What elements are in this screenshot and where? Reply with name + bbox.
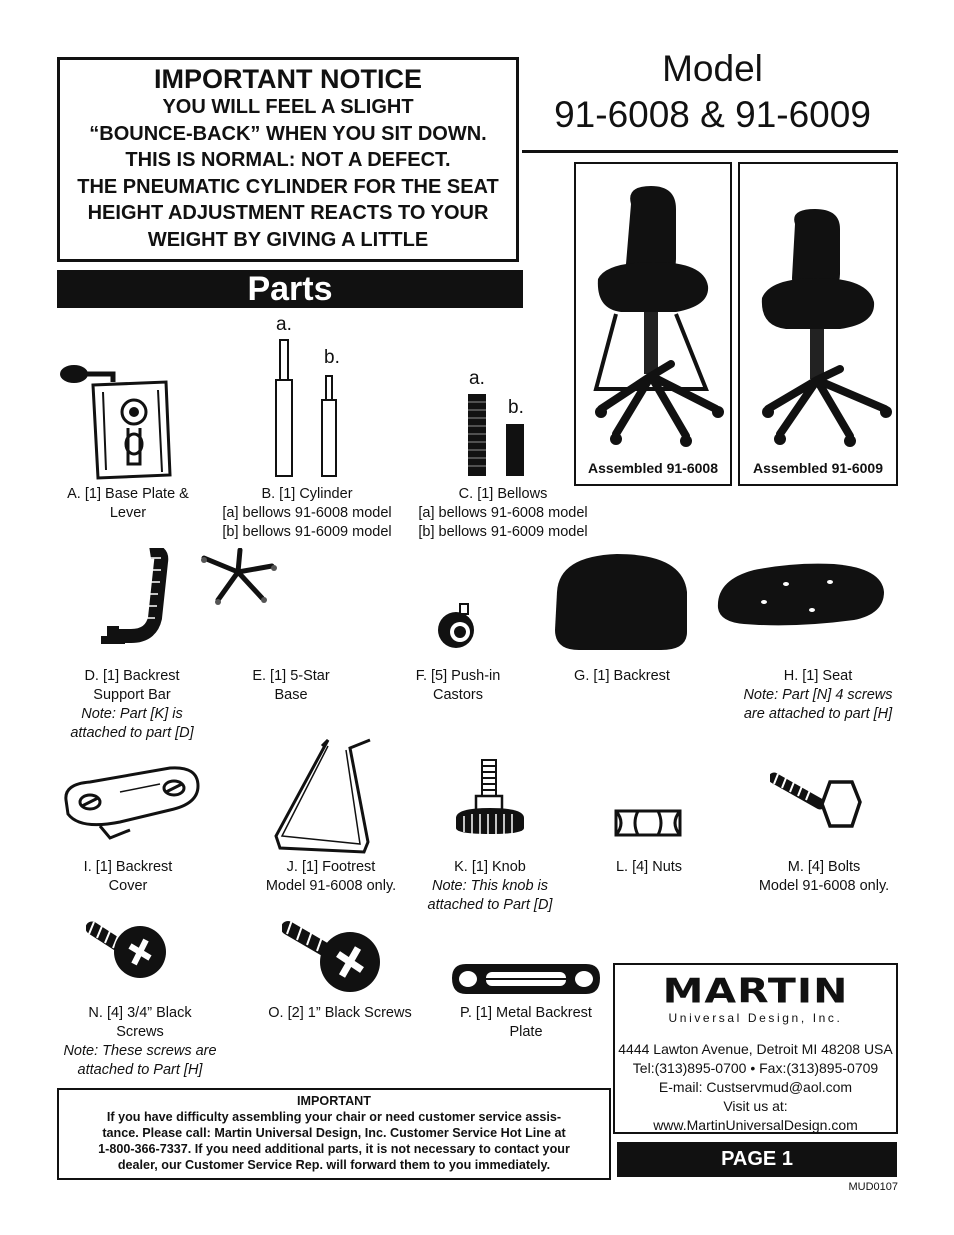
company-website-link[interactable]: www.MartinUniversalDesign.com xyxy=(653,1117,858,1133)
logo-subtitle: Universal Design, Inc. xyxy=(668,1011,843,1025)
company-address: 4444 Lawton Avenue, Detroit MI 48208 USA xyxy=(618,1041,893,1057)
important-title: IMPORTANT xyxy=(297,1094,371,1108)
part-a-label: A. [1] Base Plate & Lever xyxy=(67,486,189,521)
part-c-label: C. [1] Bellows [a] bellows 91-6008 model [b] bellows 91-6009 model xyxy=(418,486,588,540)
part-e-label: E. [1] 5-Star Base xyxy=(252,668,330,703)
part-l-label: L. [4] Nuts xyxy=(615,859,683,875)
assembled-photo-6008 xyxy=(574,162,732,486)
backrest-illustration xyxy=(551,552,691,652)
document-id: MUD0107 xyxy=(848,1181,898,1193)
notice-line: WEIGHT BY GIVING A LITTLE xyxy=(147,228,429,251)
visit-text: Visit us at: xyxy=(723,1098,788,1114)
backrest-support-bar-illustration xyxy=(95,548,175,648)
knob-illustration xyxy=(452,758,528,836)
seat-illustration xyxy=(714,562,886,626)
chair-6009-illustration xyxy=(740,164,896,464)
company-email: E-mail: Custservmud@aol.com xyxy=(658,1079,853,1095)
cylinder-a-letter: a. xyxy=(276,314,292,335)
customer-service-notice: IMPORTANT If you have difficulty assembling your chair or need customer service assis- tance. Please call: Martin Universal Design, Inc. Customer Service Hot Line at 1-800-366-7337. If you need additional parts, it is not necessary to contact your dealer, our Customer Service Rep. will forward them to you immediately. xyxy=(57,1088,611,1180)
cylinder-illustration xyxy=(268,336,348,481)
five-star-base-illustration xyxy=(200,548,278,606)
bellows-illustration xyxy=(464,390,528,480)
cylinder-b-letter: b. xyxy=(324,347,340,368)
part-p-label: P. [1] Metal Backrest Plate xyxy=(460,1005,592,1040)
part-f-label: F. [5] Push-in Castors xyxy=(415,668,501,703)
base-plate-lever-illustration xyxy=(58,360,178,482)
photo-caption: Assembled 91-6008 xyxy=(588,460,718,476)
push-in-castor-illustration xyxy=(436,602,478,650)
model-numbers: 91-6008 & 91-6009 xyxy=(554,94,871,135)
martin-logo: MARTIN xyxy=(662,971,849,1011)
model-divider xyxy=(522,150,898,153)
notice-line: HEIGHT ADJUSTMENT REACTS TO YOUR xyxy=(87,202,489,224)
bolt-illustration xyxy=(770,770,862,834)
notice-title: IMPORTANT NOTICE xyxy=(154,64,422,94)
part-j-label: J. [1] Footrest Model 91-6008 only. xyxy=(265,859,397,894)
model-label: Model xyxy=(662,48,763,89)
notice-line: YOU WILL FEEL A SLIGHT xyxy=(162,96,414,118)
bellows-b-letter: b. xyxy=(508,397,524,418)
company-contact-box xyxy=(613,963,898,1134)
part-n-label: N. [4] 3/4” Black Screws Note: These screws are attached to Part [H] xyxy=(63,1005,217,1078)
assembled-photo-6009 xyxy=(738,162,898,486)
notice-line: THE PNEUMATIC CYLINDER FOR THE SEAT xyxy=(77,175,499,198)
footrest-illustration xyxy=(268,736,378,856)
metal-backrest-plate-illustration xyxy=(448,960,604,998)
company-phones: Tel:(313)895-0700 • Fax:(313)895-0709 xyxy=(632,1060,879,1076)
part-b-label: B. [1] Cylinder [a] bellows 91-6008 model [b] bellows 91-6009 model xyxy=(222,486,392,540)
model-title xyxy=(540,46,885,138)
part-d-label: D. [1] Backrest Support Bar Note: Part [K] is attached to part [D] xyxy=(70,668,194,741)
photo-caption: Assembled 91-6009 xyxy=(753,460,883,476)
part-h-label: H. [1] Seat Note: Part [N] 4 screws are attached to part [H] xyxy=(743,668,893,722)
part-k-label: K. [1] Knob Note: This knob is attached to Part [D] xyxy=(427,859,553,913)
parts-heading: Parts xyxy=(57,270,523,308)
black-screw-1-inch-illustration xyxy=(282,918,382,1000)
part-i-label: I. [1] Backrest Cover xyxy=(83,859,173,894)
backrest-cover-illustration xyxy=(60,764,202,840)
important-notice-box xyxy=(57,57,519,262)
notice-line: THIS IS NORMAL: NOT A DEFECT. xyxy=(125,149,451,171)
notice-line: “BOUNCE-BACK” WHEN YOU SIT DOWN. xyxy=(89,122,487,145)
black-screw-3-4-illustration xyxy=(86,918,168,982)
nut-illustration xyxy=(612,805,684,841)
part-o-label: O. [2] 1” Black Screws xyxy=(268,1005,412,1021)
part-m-label: M. [4] Bolts Model 91-6008 only. xyxy=(758,859,890,894)
bellows-a-letter: a. xyxy=(469,368,485,389)
chair-6008-illustration xyxy=(576,164,730,464)
page-number-label: PAGE 1 xyxy=(617,1142,897,1177)
part-g-label: G. [1] Backrest xyxy=(574,668,670,684)
